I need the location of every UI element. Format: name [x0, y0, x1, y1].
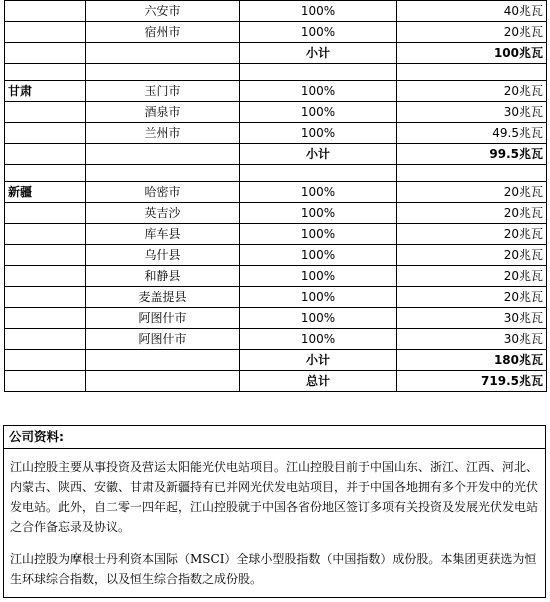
- city-cell: [86, 350, 240, 371]
- table-row: [5, 1, 547, 22]
- capacity-cell: 30兆瓦: [397, 308, 547, 329]
- region-cell: [5, 144, 86, 165]
- region-cell: [5, 245, 86, 266]
- share-cell: 小计: [240, 144, 397, 165]
- region-cell: [5, 350, 86, 371]
- capacity-cell: 20兆瓦: [397, 287, 547, 308]
- subtotal-row: [5, 144, 547, 165]
- city-cell: 兰州市: [86, 123, 240, 144]
- table-row: [5, 182, 547, 203]
- city-cell: 阿图什市: [86, 308, 240, 329]
- share-cell: 100%: [240, 203, 397, 224]
- table-row: [5, 22, 547, 43]
- city-cell: [86, 43, 240, 64]
- city-cell: 六安市: [86, 1, 240, 22]
- capacity-cell: 20兆瓦: [397, 266, 547, 287]
- region-cell: [5, 1, 86, 22]
- capacity-cell: 30兆瓦: [397, 102, 547, 123]
- region-cell: [5, 64, 86, 81]
- capacity-cell: 99.5兆瓦: [397, 144, 547, 165]
- capacity-cell: 180兆瓦: [397, 350, 547, 371]
- company-info-box: [3, 425, 546, 598]
- table-row: [5, 203, 547, 224]
- share-cell: 100%: [240, 22, 397, 43]
- capacity-cell: [397, 64, 547, 81]
- region-cell: [5, 102, 86, 123]
- share-cell: [240, 165, 397, 182]
- share-cell: 100%: [240, 245, 397, 266]
- share-cell: 小计: [240, 350, 397, 371]
- city-cell: 阿图什市: [86, 329, 240, 350]
- region-cell: [5, 22, 86, 43]
- capacity-cell: 20兆瓦: [397, 203, 547, 224]
- spacer-row: [5, 165, 547, 182]
- city-cell: 玉门市: [86, 81, 240, 102]
- share-cell: 100%: [240, 287, 397, 308]
- table-row: [5, 329, 547, 350]
- capacity-cell: 100兆瓦: [397, 43, 547, 64]
- company-info-heading: 公司资料:: [4, 426, 545, 449]
- city-cell: 哈密市: [86, 182, 240, 203]
- capacity-cell: 20兆瓦: [397, 182, 547, 203]
- city-cell: [86, 165, 240, 182]
- capacity-cell: 20兆瓦: [397, 245, 547, 266]
- capacity-table: [4, 0, 547, 392]
- share-cell: 100%: [240, 81, 397, 102]
- city-cell: 宿州市: [86, 22, 240, 43]
- table-row: [5, 102, 547, 123]
- share-cell: 100%: [240, 1, 397, 22]
- region-cell: [5, 123, 86, 144]
- city-cell: [86, 371, 240, 392]
- share-cell: 100%: [240, 102, 397, 123]
- region-cell: [5, 308, 86, 329]
- company-info-paragraph: 江山控股为摩根士丹利资本国际（MSCI）全球小型股指数（中国指数）成份股。本集团更获选为恒生环球综合指数，以及恒生综合指数之成份股。: [10, 552, 537, 586]
- city-cell: [86, 144, 240, 165]
- company-info-body: [4, 449, 545, 589]
- subtotal-row: [5, 350, 547, 371]
- share-cell: 100%: [240, 224, 397, 245]
- share-cell: 100%: [240, 308, 397, 329]
- spacer-row: [5, 64, 547, 81]
- table-row: [5, 266, 547, 287]
- capacity-cell: 30兆瓦: [397, 329, 547, 350]
- city-cell: 和静县: [86, 266, 240, 287]
- city-cell: 酒泉市: [86, 102, 240, 123]
- region-cell: 甘肃: [5, 81, 86, 102]
- share-cell: 100%: [240, 123, 397, 144]
- table-row: [5, 81, 547, 102]
- table-row: [5, 245, 547, 266]
- subtotal-row: [5, 371, 547, 392]
- region-cell: [5, 165, 86, 182]
- share-cell: [240, 64, 397, 81]
- table-row: [5, 224, 547, 245]
- capacity-table-body: [5, 1, 547, 392]
- share-cell: 100%: [240, 266, 397, 287]
- company-info-paragraph: 江山控股主要从事投资及营运太阳能光伏电站项目。江山控股目前于中国山东、浙江、江西、河北、内蒙古、陕西、安徽、甘肃及新疆持有已并网光伏发电站项目，并于中国各地拥有多个开发中的光伏发电站。此外，自二零一四年起，江山控股就于中国各省份地区签订多项有关投资及发展光伏发电站之合作备忘录及协议。: [10, 460, 539, 534]
- capacity-cell: 20兆瓦: [397, 81, 547, 102]
- city-cell: 乌什县: [86, 245, 240, 266]
- share-cell: 总计: [240, 371, 397, 392]
- capacity-cell: 20兆瓦: [397, 22, 547, 43]
- share-cell: 100%: [240, 182, 397, 203]
- share-cell: 小计: [240, 43, 397, 64]
- region-cell: [5, 287, 86, 308]
- share-cell: 100%: [240, 329, 397, 350]
- city-cell: 库车县: [86, 224, 240, 245]
- region-cell: [5, 371, 86, 392]
- table-row: [5, 123, 547, 144]
- region-cell: [5, 224, 86, 245]
- region-cell: 新疆: [5, 182, 86, 203]
- capacity-cell: 719.5兆瓦: [397, 371, 547, 392]
- region-cell: [5, 203, 86, 224]
- table-row: [5, 308, 547, 329]
- capacity-cell: 20兆瓦: [397, 224, 547, 245]
- capacity-cell: 49.5兆瓦: [397, 123, 547, 144]
- capacity-cell: [397, 165, 547, 182]
- region-cell: [5, 329, 86, 350]
- city-cell: [86, 64, 240, 81]
- region-cell: [5, 266, 86, 287]
- capacity-cell: 40兆瓦: [397, 1, 547, 22]
- region-cell: [5, 43, 86, 64]
- table-row: [5, 287, 547, 308]
- city-cell: 麦盖提县: [86, 287, 240, 308]
- city-cell: 英吉沙: [86, 203, 240, 224]
- subtotal-row: [5, 43, 547, 64]
